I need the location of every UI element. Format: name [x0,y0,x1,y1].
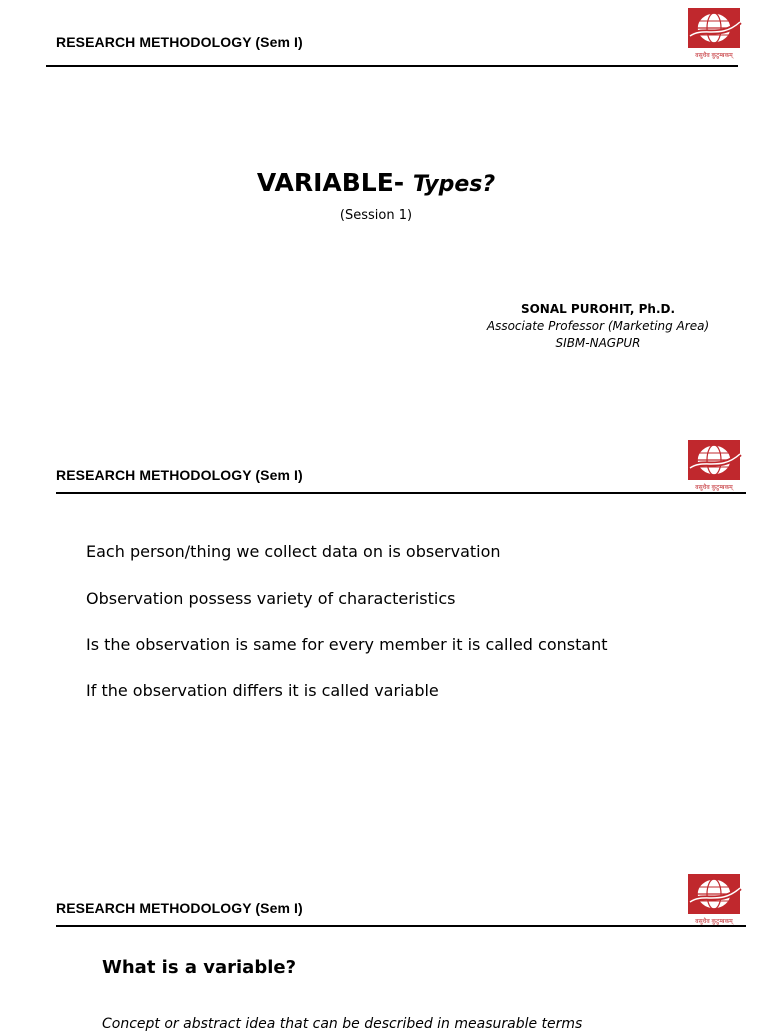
session-label: (Session 1) [339,208,413,223]
logo-motto: वसुधैव कुटुम्बकम् [695,484,733,491]
slide-header: RESEARCH METHODOLOGY (Sem I) [56,34,303,50]
title-emphasis: Types? [412,172,496,197]
sibm-logo-icon [684,872,746,928]
list-item: If the observation differs it is called variable [86,681,439,700]
header-rule [46,65,738,67]
header-rule [56,492,746,494]
author-block [478,301,718,352]
list-item: Each person/thing we collect data on is observation [86,542,501,561]
sibm-logo-icon [684,438,746,494]
logo-motto: वसुधैव कुटुम्बकम् [695,52,733,59]
author-institute: SIBM-NAGPUR [555,336,641,350]
slide-2 [0,432,768,852]
header-rule [56,925,746,927]
title-main: VARIABLE- [256,168,405,197]
slide-3 [0,866,768,1032]
author-role: Associate Professor (Marketing Area) [486,319,710,333]
slide-1 [0,0,768,420]
slide-header: RESEARCH METHODOLOGY (Sem I) [56,900,303,916]
slide-header: RESEARCH METHODOLOGY (Sem I) [56,467,303,483]
list-item: Observation possess variety of characteristics [86,589,456,608]
logo-motto: वसुधैव कुटुम्बकम् [695,918,733,925]
section-heading: What is a variable? [102,957,297,978]
author-name: SONAL PUROHIT, Ph.D. [520,302,676,316]
list-item: Is the observation is same for every member it is called constant [86,635,608,654]
sibm-logo-icon [684,6,746,62]
definition-text: Concept or abstract idea that can be described in measurable terms [102,1016,583,1032]
page-title [0,168,752,197]
